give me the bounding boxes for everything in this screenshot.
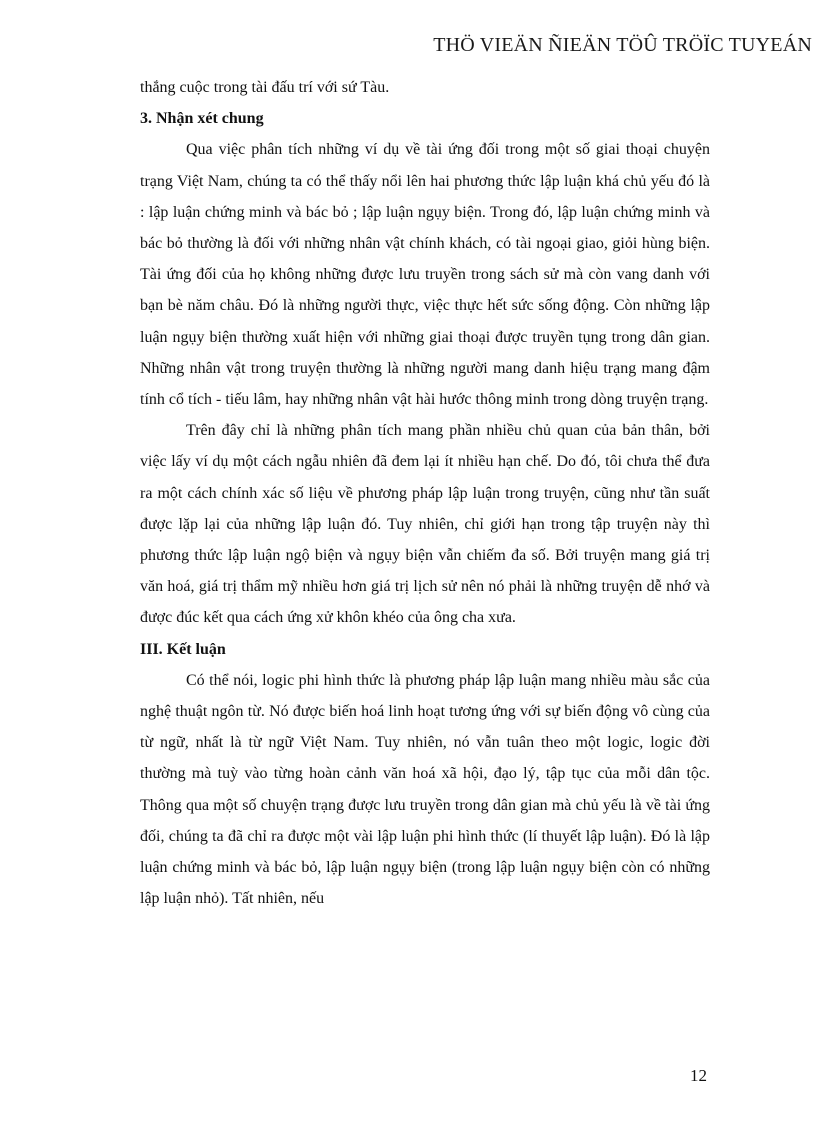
section-heading-III: III. Kết luận <box>140 640 226 658</box>
section-3-paragraph-1: Qua việc phân tích những ví dụ về tài ứng đối trong một số giai thoại chuyện trạng Việt Nam, chúng ta có thể thấy nổi lên hai phương thức lập luận khá chủ yếu đó là : lập luận chứng minh và bác bỏ ; lập luận ngụy biện. Trong đó, lập luận chứng minh và bác bỏ thường là đối với những nhân vật chính khách, có tài ngoại giao, giỏi hùng biện. Tài ứng đối của họ không những được lưu truyền trong sách sử mà còn vang danh với bạn bè năm châu. Đó là những người thực, việc thực hết sức sống động. Còn những lập luận ngụy biện thường xuất hiện với những giai thoại được truyền tụng trong dân gian. Những nhân vật trong truyện thường là những người mang danh hiệu trạng mang đậm tính cổ tích - tiếu lâm, hay những nhân vật hài hước thông minh trong dòng truyện trạng. <box>140 141 710 409</box>
section-heading-3: 3. Nhận xét chung <box>140 110 264 128</box>
section-III-paragraph-1: Có thể nói, logic phi hình thức là phương pháp lập luận mang nhiều màu sắc của nghệ thuật ngôn từ. Nó được biến hoá linh hoạt tương ứng với sự biến động vô cùng của từ ngữ, nhất là từ ngữ Việt Nam. Tuy nhiên, nó vẫn tuân theo một logic, logic đời thường mà tuỳ vào từng hoàn cảnh văn hoá xã hội, đạo lý, tập tục của mỗi dân tộc. Thông qua một số chuyện trạng được lưu truyền trong dân gian mà chủ yếu là về tài ứng đối, chúng ta đã chỉ ra được một vài lập luận phi hình thức (lí thuyết lập luận). Đó là lập luận chứng minh và bác bỏ, lập luận ngụy biện (trong lập luận ngụy biện còn có những lập luận nhỏ). Tất nhiên, nếu <box>140 671 710 908</box>
section-3-paragraph-2: Trên đây chỉ là những phân tích mang phần nhiều chủ quan của bản thân, bởi việc lấy ví dụ một cách ngẫu nhiên đã đem lại ít nhiều hạn chế. Do đó, tôi chưa thể đưa ra một cách chính xác số liệu về phương pháp lập luận trong truyện, cũng như tần suất được lặp lại của những lập luận đó. Tuy nhiên, chỉ giới hạn trong tập truyện này thì phương thức lập luận ngộ biện và ngụy biện vẫn chiếm đa số. Bởi truyện mang giá trị văn hoá, giá trị thẩm mỹ nhiều hơn giá trị lịch sử nên nó phải là những truyện dễ nhớ và được đúc kết qua cách ứng xử khôn khéo của ông cha xưa. <box>140 422 710 627</box>
continued-paragraph: thắng cuộc trong tài đấu trí với sứ Tàu. <box>140 79 390 96</box>
running-header: THÖ VIEÄN ÑIEÄN TÖÛ TRÖÏC TUYEÁN <box>433 34 812 56</box>
page-body <box>140 72 710 914</box>
page-number: 12 <box>690 1066 707 1085</box>
